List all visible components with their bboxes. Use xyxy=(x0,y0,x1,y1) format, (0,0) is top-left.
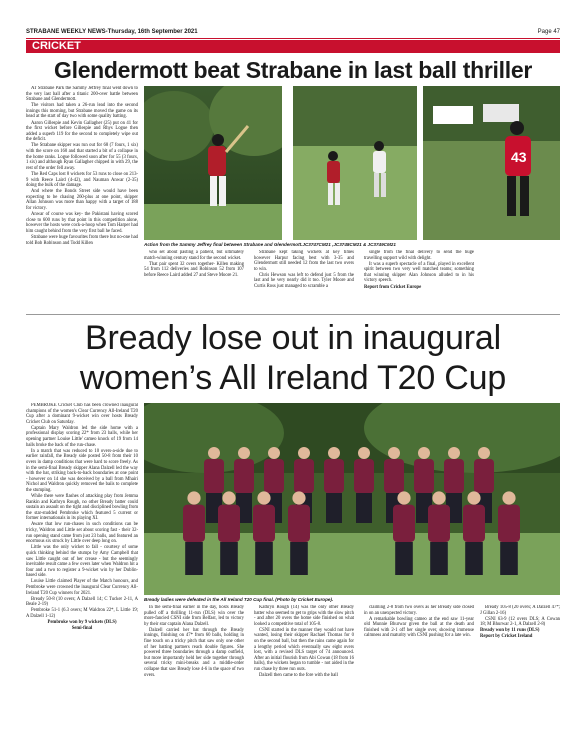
story1-column-1 xyxy=(26,86,138,312)
paragraph: The Strabane skipper was run out for 68 (7 fours, 1 six) with the score on 160 and that started a bit of a collapse in the home ranks. Logue followed soon after for 55 (3 fours, 1 six) and although Ryan Gallagher chipped in with 29, the rest of the order fell away. xyxy=(26,143,138,171)
paragraph: A remarkable bowling cameo at the end saw 11-year old Munnie Bhurwar given the ball at the death and finished with 2-1 off her single over, showing immense calmness and maturity with CSNI pushing for a late win. xyxy=(364,616,474,639)
paragraph: CSNI started in the manner they would not have wanted, losing their skipper Rachael Thomas for 0 on the second ball, but then the rains came again for a lengthy period which eventually saw eight overs lost, with a revised DLS target of 74 announced. After an initial flourish from Abi Cowan (18 from 16 balls), the wickets began to tumble - not aided in the run chase by three run outs. xyxy=(254,627,354,673)
svg-text:43: 43 xyxy=(511,149,527,165)
paragraph: Dalzell then came to the fore with the ball xyxy=(259,673,338,679)
paragraph: Dalzell carried her bat through the Bready innings, finishing on 47* from 60 balls, holding in fine touch on a tricky pitch that saw only one other of her batting partners reach double figures. She powered three boundaries through a damp outfield, but more importantly held her side together through several tricky mini-breaks and a middle-order collapse that saw Bready lose 4-6 in the space of two overs. xyxy=(144,627,244,678)
paragraph: PEMBROKE Cricket Club has been crowned inaugural champions of the women's Clear Currency All-Ireland T20 Cup after a dominant 9-wicket win over hosts Bready Cricket Club on Saturday. xyxy=(26,403,138,425)
story1-headline: Glendermott beat Strabane in last ball thriller xyxy=(54,57,532,83)
paragraph: Chris Hewson was left to defend just 5 from the last and he very nearly did it too. Tyler Moore and Curtis Ross just managed to scramble a xyxy=(254,272,354,290)
paragraph: It was a superb spectacle of a final, played in excellent spirit between two very well matched teams; something that winning skipper Alan Johnson alluded to in his victory speech. xyxy=(364,261,474,284)
paragraph: Pembroke won by 9 wickets (DLS) xyxy=(47,620,117,626)
paragraph: The Red Caps lost 8 wickets for 53 runs to close on 213-9 with Reece Laird (4-42), and Nauman Anwar (2-35) doing the bulk of the damage. xyxy=(26,171,138,189)
story2-column-2 xyxy=(144,605,244,705)
story1-column-2 xyxy=(144,250,244,312)
paragraph: Bready 105-8 (20 overs; A Dalzell 47*; J Gillan 2-16) xyxy=(480,605,560,616)
paragraph: While there were flashes of attacking play from Jemma Rankin and Kathryn Rough, no other Bready batter could sustain an assault on the tight and disciplined bowling from the star-studded Pembroke which featured 5 current or former internationals in its playing XI. xyxy=(26,494,138,522)
story1-photo-batters xyxy=(293,86,417,240)
story1-photo-batsman xyxy=(144,86,282,240)
story2-team-photo xyxy=(144,403,560,595)
paragraph: Aaron Gillespie and Kevin Gallagher (25) put on 41 for the first wicket before Gillespie and Rhys Logue then added a superb 119 for the second to completely wipe out the deficit. xyxy=(26,120,138,143)
story2-headline-line1: Bready lose out in inaugural xyxy=(85,319,501,357)
paragraph: That pair spent 32 overs together- Killen making 54 from 112 deliveries and Robinson 52 from 107 before Reece Laird added 27 and Steve Moore 21. xyxy=(144,261,244,278)
paragraph: Report from Cricket Europe xyxy=(364,284,422,290)
story2-column-5 xyxy=(480,605,560,705)
story1-column-4 xyxy=(364,250,474,312)
paragraph: Report by Cricket Ireland xyxy=(480,634,533,640)
paragraph: Strabane were huge favourites from there but no-one had told Bob Robinson and Todd Killen xyxy=(26,234,138,246)
paragraph: Little was the only wicket to fall - courtesy of some quick thinking behind the stumps by Amy Campbell that saw Little caught out of her crease - but the seemingly inevitable result came a few overs later when Waldron hit a four and a two to register a 9-wicket win by her Dublin-based side. xyxy=(26,545,138,579)
story2-column-4 xyxy=(364,605,474,705)
story2-photo-caption: Bready ladies were defeated in the All Ireland T20 Cup final. (Photo by Cricket Europe). xyxy=(144,597,334,602)
paragraph: who set about pasting a patient, but ultimately match-winning century stand for the second wicket. xyxy=(144,250,244,261)
paragraph: Captain Mary Waldron led the side home with a professional display scoring 22* from 23 balls, while her opening partner Louise Little' cameo knock of 19 from 14 balls broke the back of the run-chase. xyxy=(26,425,138,448)
paragraph: single from the final delivery to send the huge travelling support wild with delight. xyxy=(364,250,474,261)
paragraph: The visitors had taken a 26-run lead into the second innings this morning, but Strabane moved the game on its head at the start of day two with some quality batting. xyxy=(26,103,138,120)
story2-headline xyxy=(26,318,560,398)
story2-column-3 xyxy=(254,605,354,705)
paragraph: CSNI 63-9 (12 overs DLS; A Cowan 18; M Bhurwar 2-1, A Dalzell 2-8) xyxy=(480,616,560,628)
paragraph: Louise Little claimed Player of the Match honours, and Pembroke were crowned the inaugural Clear Currency All-Ireland T20 Cup winners for 2021. xyxy=(26,579,138,596)
masthead xyxy=(26,27,560,39)
paragraph: Anwar of course was key- the Pakistani having scored close to 600 runs by that point in this competition alone, however the hosts were cock-a-hoop when Tom Harper had him caught behind from the very first ball he faced. xyxy=(26,212,138,234)
paragraph: Semi-final xyxy=(71,626,93,632)
story1-column-3 xyxy=(254,250,354,312)
paragraph: Strabane kept taking wickets at key times however Harpur facing best with 3-35 and Glendermott still needed 12 from the last two overs to win. xyxy=(254,250,354,272)
paragraph: AT Strabane Park the Sammy Jeffrey final went down to the very last ball after a titanic 200-over battle between Strabane and Glendermott. xyxy=(26,86,138,103)
paragraph: claiming 2-8 from two overs as her Bready side closed in on an unexpected victory. xyxy=(364,605,474,616)
paragraph: Bready won by 11 runs (DLS) xyxy=(480,628,540,634)
paragraph: Bready 50-8 (10 overs; A Dalzell 14; C Tucker 2-11, A Beale 2-19) xyxy=(26,596,138,608)
paragraph: In the semi-final earlier in the day, hosts Bready pulled off a thrilling 11-run (DLS) win over the more-fancied CSNI side from Belfast, led to victory by their star captain Alana Dalzell. xyxy=(144,605,244,627)
page-number: Page 47 xyxy=(537,29,560,35)
story2-column-1 xyxy=(26,403,138,703)
story1-photo-caption: Action from the Sammy Jeffrey final between Strabane and Glendermott.JC3747CM21 ,JC3748CM21 & JC3749CM21 xyxy=(144,242,396,247)
section-tag: CRICKET xyxy=(26,40,560,53)
paragraph: Pembroke 51-1 (6.3 overs; M Waldron 22*, L Little 19; A Dalzell 1-12) xyxy=(26,608,138,619)
paragraph: And where the Bonds Street side would have been expecting to be chasing 260-plus at one point, skipper Allan Johnson was more than happy with a target of 188 for victory. xyxy=(26,189,138,211)
paper-dateline: STRABANE WEEKLY NEWS-Thursday, 16th September 2021 xyxy=(26,29,198,35)
paragraph: Kathryn Rough (14) was the only other Bready batter who seemed to get to grips with the slow pitch - and after 20 overs the home side finished on what looked a competitive total of 105-8. xyxy=(254,605,354,627)
story-divider xyxy=(26,314,560,315)
paragraph: Aware that low run-chases in such conditions can be tricky, Waldron and Little set about scoring fast - their 32-run opening stand came from just 23 balls, and featured an enormous six struck by Little over deep long on. xyxy=(26,522,138,545)
paragraph: In a match that was reduced to 10 overs-a-side due to earlier rainfall, the Bready side posted 50-8 from their 10 overs in damp conditions that were hard to score freely. As in the semi-final Bready skipper Alana Dalzell led the way with the bat, striking back-to-back boundaries at one point - however on 14 she was deceived by a ball from Mhairi Nichol and Waldron quickly removed the bails to complete the stumping. xyxy=(26,448,138,493)
story1-photo-fielder xyxy=(423,86,560,240)
story2-headline-line2: women’s All Ireland T20 Cup xyxy=(79,359,507,397)
